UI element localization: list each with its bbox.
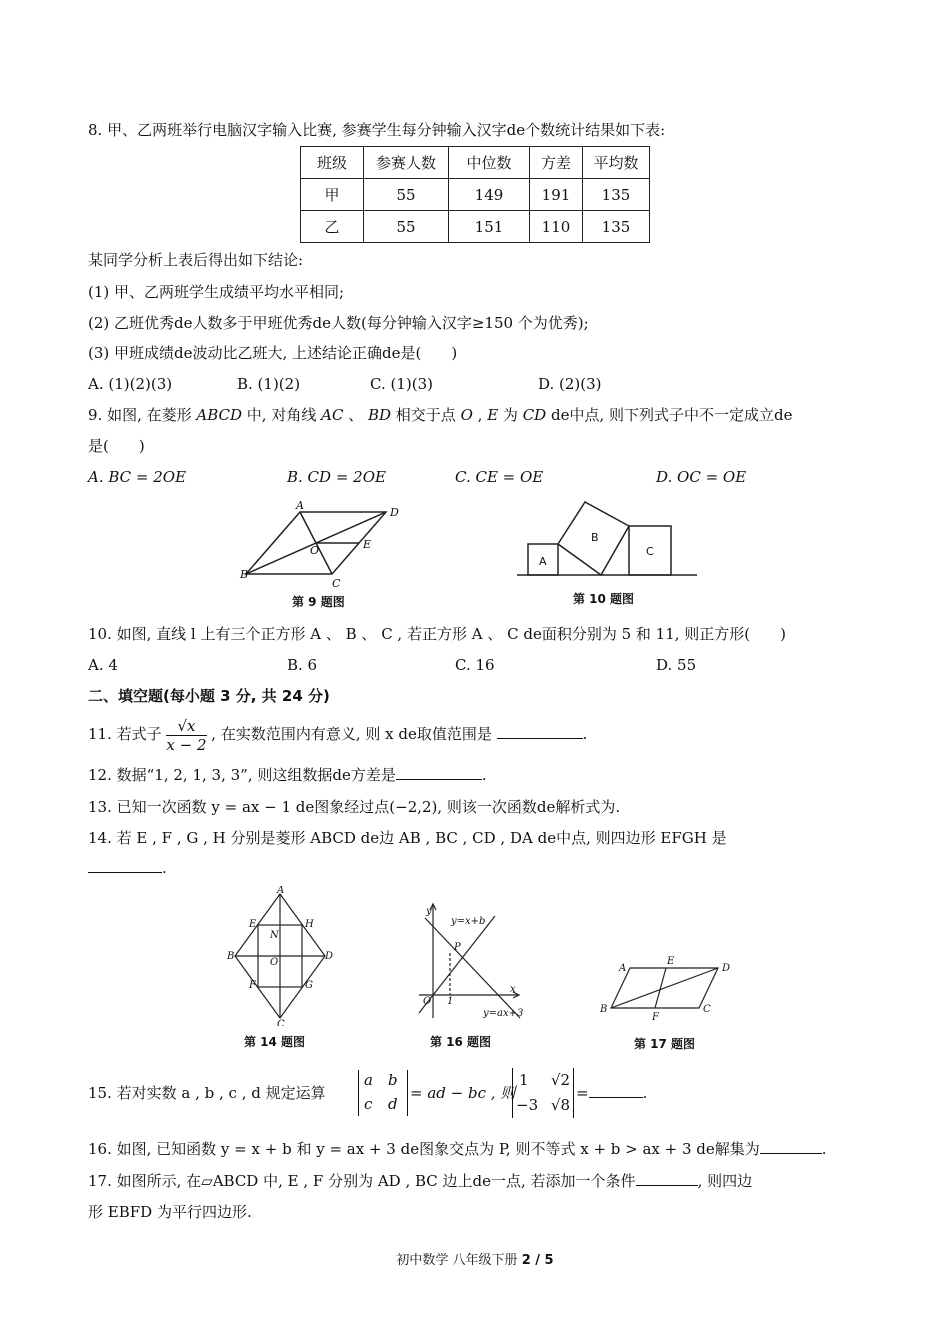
fig14-label-o: O (270, 957, 279, 968)
q10-option-d: D. 55 (656, 656, 697, 674)
table-cell: 135 (583, 211, 650, 243)
m2-d: √8 (551, 1096, 571, 1114)
fig17-label-a: A (619, 963, 627, 974)
m1-c: c (364, 1095, 373, 1113)
q11: 11. 若式子 $\frac{√x}{x - 2}$ , 在实数范围内有意义, 则 x de取值范围是 . (88, 716, 588, 754)
m2-a: 1 (519, 1071, 529, 1089)
fig17-label-e: E (667, 956, 675, 967)
q13: 13. 已知一次函数 y = ax − 1 de图象经过点(−2,2), 则该一次函数de解析式为. (88, 798, 621, 816)
table-cell: 55 (364, 211, 449, 243)
fig9-label-o: O (310, 544, 320, 557)
table-cell: 191 (530, 179, 583, 211)
q8-analysis: 某同学分析上表后得出如下结论: (88, 251, 304, 269)
q8-conclusion-3: (3) 甲班成绩de波动比乙班大, 上述结论正确de是( ) (88, 344, 458, 362)
page-footer (0, 1249, 950, 1268)
table-cell: 55 (364, 179, 449, 211)
table-cell: 甲 (301, 179, 364, 211)
m1-a: a (364, 1071, 373, 1089)
q8-option-c: C. (1)(3) (370, 375, 433, 393)
fig14-label-n: N (270, 930, 279, 941)
q8-option-b: B. (1)(2) (237, 375, 301, 393)
table-cell: 乙 (301, 211, 364, 243)
section-2-title: 二、填空题(每小题 3 分, 共 24 分) (88, 687, 330, 705)
fig10-label-c: C (646, 545, 654, 558)
fig17-caption: 第 17 题图 (634, 1037, 696, 1051)
figure-14 (225, 886, 335, 1026)
fig17-label-d: D (722, 963, 731, 974)
q15-matrix-2 (512, 1068, 574, 1118)
fig16-label-o: O (423, 996, 432, 1007)
q15-answer-blank[interactable] (589, 1083, 643, 1098)
q17-line2: 形 EBFD 为平行四边形. (88, 1203, 252, 1221)
fig16-label-x: x (510, 984, 516, 995)
table-row (301, 179, 650, 211)
q15-matrix-1 (358, 1070, 408, 1116)
q17-answer-blank[interactable] (636, 1171, 698, 1186)
q9-option-b: B. CD = 2OE (287, 468, 386, 486)
q15-eq2: = . (576, 1084, 648, 1102)
q8-stem: 8. 甲、乙两班举行电脑汉字输入比赛, 参赛学生每分钟输入汉字de个数统计结果如下表: (88, 121, 666, 139)
q9-stem-line1: 9. 如图, 在菱形 ABCD 中, 对角线 AC 、 BD 相交于点 O , E 为 CD de中点, 则下列式子中不一定成立de (88, 406, 793, 424)
table-cell: 151 (449, 211, 530, 243)
fig17-label-c: C (703, 1004, 711, 1015)
q11-fraction: $\frac{√x}{x - 2}$ (166, 716, 207, 754)
fig14-label-c: C (277, 1019, 285, 1026)
header-cell: 中位数 (449, 147, 530, 179)
q10-option-c: C. 16 (455, 656, 495, 674)
fig14-label-a: A (277, 886, 285, 896)
fig14-label-d: D (325, 951, 334, 962)
fig16-caption: 第 16 题图 (430, 1035, 492, 1049)
q15-eq1: = ad − bc , 则 (410, 1084, 516, 1102)
footer-text: 初中数学 八年级下册 (396, 1253, 522, 1268)
table-cell: 110 (530, 211, 583, 243)
m2-c: −3 (516, 1096, 539, 1114)
table-cell: 135 (583, 179, 650, 211)
fig16-label-line2: y=ax+3 (483, 1008, 524, 1019)
page-number: 2 / 5 (521, 1253, 554, 1268)
figure-16 (415, 898, 545, 1028)
header-cell: 参赛人数 (364, 147, 449, 179)
q9-option-c: C. CE = OE (455, 468, 544, 486)
q8-conclusion-2: (2) 乙班优秀de人数多于甲班优秀de人数(每分钟输入汉字≥150 个为优秀); (88, 314, 589, 332)
m2-b: √2 (551, 1071, 571, 1089)
fig14-label-b: B (227, 951, 235, 962)
q10-stem: 10. 如图, 直线 l 上有三个正方形 A 、 B 、 C , 若正方形 A 、 C de面积分别为 5 和 11, 则正方形( ) (88, 625, 787, 643)
q8-table (300, 146, 650, 243)
fig14-caption: 第 14 题图 (244, 1035, 306, 1049)
fig10-label-a: A (539, 555, 547, 568)
fig10-caption: 第 10 题图 (573, 592, 635, 606)
table-header-row (301, 147, 650, 179)
fig9-label-c: C (332, 577, 341, 590)
table-cell: 149 (449, 179, 530, 211)
fig9-label-a: A (296, 499, 304, 512)
header-cell: 班级 (301, 147, 364, 179)
fig10-label-b: B (591, 531, 599, 544)
fig14-label-e: E (249, 919, 257, 930)
figure-10 (515, 495, 700, 585)
fig14-label-f: F (249, 980, 256, 991)
fig16-label-1: 1 (447, 996, 454, 1007)
q10-option-a: A. 4 (88, 656, 118, 674)
q9-option-a: A. BC = 2OE (88, 468, 187, 486)
q9-stem-line2: 是( ) (88, 437, 145, 455)
fig17-label-f: F (652, 1012, 659, 1020)
q8-option-a: A. (1)(2)(3) (88, 375, 173, 393)
fig9-label-b: B (240, 568, 249, 581)
fig17-label-b: B (600, 1004, 608, 1015)
header-cell: 平均数 (583, 147, 650, 179)
q11-answer-blank[interactable] (497, 724, 583, 739)
table-row (301, 211, 650, 243)
fig9-caption: 第 9 题图 (292, 595, 345, 609)
m1-d: d (388, 1095, 398, 1113)
fig16-label-line1: y=x+b (451, 916, 486, 927)
q10-option-b: B. 6 (287, 656, 318, 674)
q14-answer-blank[interactable] (88, 858, 162, 873)
q8-conclusion-1: (1) 甲、乙两班学生成绩平均水平相同; (88, 283, 345, 301)
q12: 12. 数据“1, 2, 1, 3, 3”, 则这组数据de方差是 . (88, 766, 487, 784)
q15-pre: 15. 若对实数 a , b , c , d 规定运算 (88, 1084, 326, 1102)
fig9-label-e: E (363, 538, 372, 551)
fig14-label-g: G (305, 980, 313, 991)
fig16-label-p: P (454, 942, 461, 953)
header-cell: 方差 (530, 147, 583, 179)
q8-option-d: D. (2)(3) (538, 375, 602, 393)
q16: 16. 如图, 已知函数 y = x + b 和 y = ax + 3 de图象交点为 P, 则不等式 x + b > ax + 3 de解集为 . (88, 1140, 827, 1158)
q12-answer-blank[interactable] (396, 765, 482, 780)
fig9-label-d: D (390, 506, 399, 519)
fig14-label-h: H (305, 919, 314, 930)
figure-17 (595, 950, 740, 1020)
m1-b: b (388, 1071, 398, 1089)
q14: 14. 若 E , F , G , H 分别是菱形 ABCD de边 AB , BC , CD , DA de中点, 则四边形 EFGH 是 (88, 829, 727, 847)
q16-answer-blank[interactable] (760, 1139, 822, 1154)
fig16-label-y: y (426, 906, 432, 917)
q17-line1: 17. 如图所示, 在▱ABCD 中, E , F 分别为 AD , BC 边上de一点, 若添加一个条件 , 则四边 (88, 1172, 753, 1190)
q9-option-d: D. OC = OE (656, 468, 747, 486)
q14-answer: . (88, 858, 167, 878)
